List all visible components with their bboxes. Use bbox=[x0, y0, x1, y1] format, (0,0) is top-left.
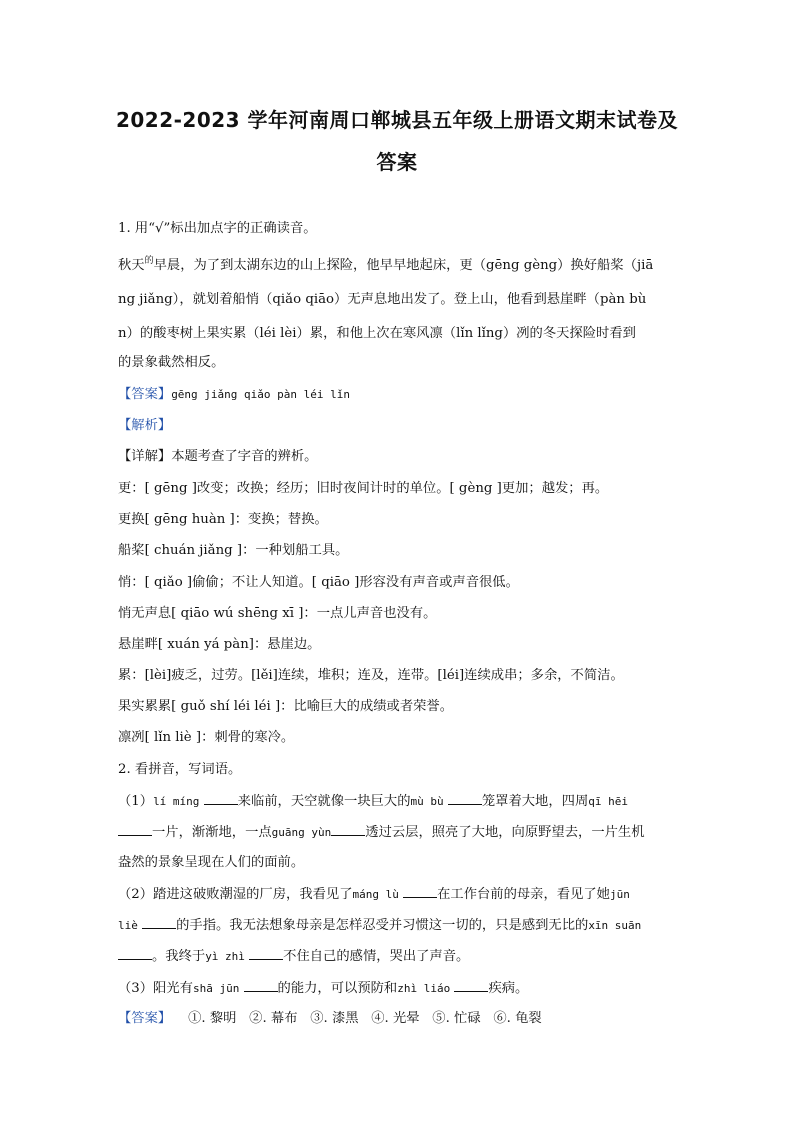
answer-blank bbox=[249, 947, 283, 960]
explanation-line: 果实累累[ guǒ shí léi léi ]：比喻巨大的成绩或者荣誉。 bbox=[118, 699, 454, 714]
answer-row bbox=[118, 386, 350, 404]
page-title: 2022-2023 学年河南周口郸城县五年级上册语文期末试卷及 bbox=[115, 108, 679, 132]
detail-row bbox=[118, 448, 317, 466]
explanation-line: 更换[ gēng huàn ]：变换；替换。 bbox=[118, 512, 328, 527]
question-2-answer-row: 【答案】 ①. 黎明 ②. 幕布 ③. 漆黑 ④. 光晕 ⑤. 忙碌 ⑥. 龟裂 bbox=[118, 1011, 542, 1026]
detail-text: 本题考查了字音的辨析。 bbox=[171, 449, 318, 464]
question-1-passage-line: ng jiǎng），就划着船悄（qiǎo qiāo）无声息地出发了。登上山，他看到悬崖畔（pàn bù bbox=[118, 292, 647, 307]
answer-blank bbox=[204, 792, 238, 805]
answer-blank bbox=[454, 979, 488, 992]
question-2-prompt: 2. 看拼音，写词语。 bbox=[118, 762, 242, 777]
detail-tag: 【详解】 bbox=[118, 449, 172, 464]
answer-text: gēng jiǎng qiǎo pàn léi lǐn bbox=[171, 388, 350, 401]
explanation-line: 悬崖畔[ xuán yá pàn]：悬崖边。 bbox=[118, 637, 321, 652]
question-2-item-2: （2）踏进这破败潮湿的厂房，我看见了máng lù 在工作台前的母亲，看见了她jūn bbox=[118, 887, 630, 902]
question-2-item-3: （3）阳光有shā jūn 的能力，可以预防和zhì liáo 疾病。 bbox=[118, 981, 529, 996]
question-1-passage-line: 的景象截然相反。 bbox=[118, 355, 225, 370]
explanation-line: 船桨[ chuán jiǎng ]：一种划船工具。 bbox=[118, 543, 349, 558]
explanation-line: 凛冽[ lǐn liè ]：刺骨的寒冷。 bbox=[118, 730, 295, 745]
answer-blank bbox=[118, 947, 152, 960]
question-2-item-2-cont: 。我终于yì zhì 不住自己的感情，哭出了声音。 bbox=[118, 947, 469, 966]
explanation-line: 悄无声息[ qiāo wú shēng xī ]：一点儿声音也没有。 bbox=[118, 606, 437, 621]
answer-blank bbox=[118, 823, 152, 836]
question-1-prompt: 1. 用“√”标出加点字的正确读音。 bbox=[118, 221, 317, 236]
question-1-passage-line: n）的酸枣树上果实累（léi lèi）累，和他上次在寒风凛（lǐn lǐng）冽的冬天探险时看到 bbox=[118, 326, 636, 341]
answer-tag: 【答案】 bbox=[118, 387, 172, 402]
explanation-line: 更：[ gēng ]改变；改换；经历；旧时夜间计时的单位。[ gèng ]更加；越发；再。 bbox=[118, 481, 609, 496]
answer-blank bbox=[448, 792, 482, 805]
explanation-line: 悄：[ qiǎo ]偷偷；不让人知道。[ qiāo ]形容没有声音或声音很低。 bbox=[118, 575, 519, 590]
answer-blank bbox=[244, 979, 278, 992]
answer-blank bbox=[403, 885, 437, 898]
question-2-item-1-cont: 一片，渐渐地，一点guāng yùn 透过云层，照亮了大地，向原野望去，一片生机 bbox=[118, 823, 645, 842]
answer-tag: 【答案】 bbox=[118, 1011, 172, 1026]
question-2-item-1-cont: 盎然的景象呈现在人们的面前。 bbox=[118, 855, 305, 870]
answer-blank bbox=[142, 916, 176, 929]
answer-blank bbox=[331, 823, 365, 836]
explanation-line: 累：[lèi]疲乏，过劳。[lěi]连续，堆积；连及，连带。[léi]连续成串；多余，不简洁。 bbox=[118, 668, 624, 683]
question-2-item-2-cont: liè 的手指。我无法想象母亲是怎样忍受并习惯这一切的，只是感到无比的xīn suān bbox=[118, 918, 642, 933]
analysis-tag: 【解析】 bbox=[118, 418, 172, 433]
question-1-passage-line: 秋天$^的$早晨，为了到太湖东边的山上探险，他早早地起床，更（gēng gèng）换好船桨（jiā bbox=[118, 256, 654, 273]
page-title-continued: 答案 bbox=[376, 150, 418, 174]
question-2-item-1: （1）lí míng 来临前，天空就像一块巨大的mù bù 笼罩着大地，四周qī hēi bbox=[118, 794, 628, 809]
